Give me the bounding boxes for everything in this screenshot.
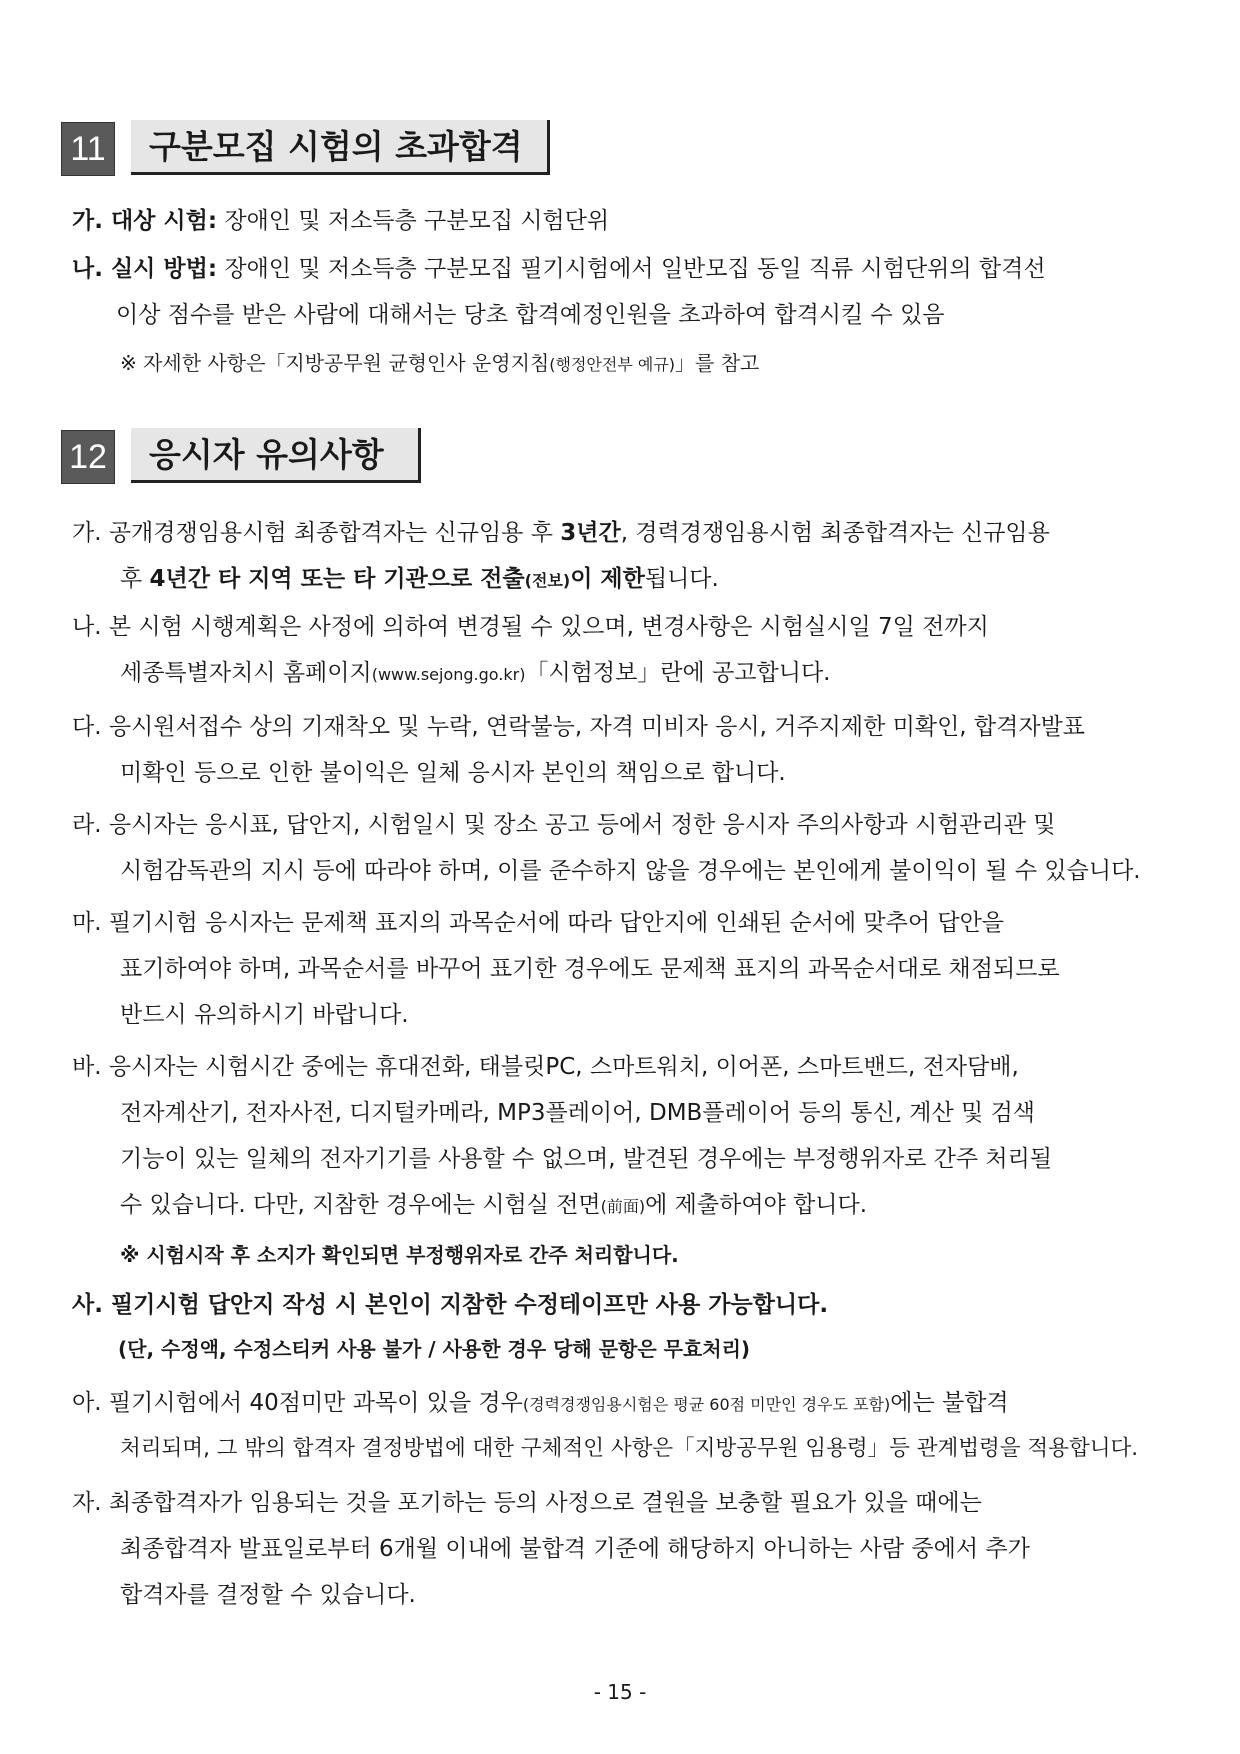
notice-ma-line2: 표기하여야 하며, 과목순서를 바꾸어 표기한 경우에도 문제책 표지의 과목순서대로 채점되므로: [120, 956, 1060, 982]
notice-na-line2: 세종특별자치시 홈페이지(www.sejong.go.kr)「시험정보」란에 공고합니다.: [120, 660, 831, 686]
notice-ga-line1: 가. 공개경쟁임용시험 최종합격자는 신규임용 후 3년간, 경력경쟁임용시험 최종합격자는 신규임용: [72, 520, 1050, 546]
page-number: - 15 -: [593, 1680, 647, 1704]
section-title: 응시자 유의사항: [131, 428, 421, 483]
notice-a-line2: 처리되며, 그 밖의 합격자 결정방법에 대한 구체적인 사항은「지방공무원 임용령」등 관계법령을 적용합니다.: [120, 1436, 1139, 1461]
notice-sa-line1: 사. 필기시험 답안지 작성 시 본인이 지참한 수정테이프만 사용 가능합니다.: [72, 1292, 829, 1318]
notice-ga-line2: 후 4년간 타 지역 또는 타 기관으로 전출(전보)이 제한됩니다.: [120, 566, 719, 592]
notice-ba-warning: ※ 시험시작 후 소지가 확인되면 부정행위자로 간주 처리합니다.: [120, 1243, 679, 1267]
notice-sa-line2: (단, 수정액, 수정스티커 사용 불가 / 사용한 경우 당해 문항은 무효처리): [118, 1337, 751, 1361]
notice-ba-line1: 바. 응시자는 시험시간 중에는 휴대전화, 태블릿PC, 스마트워치, 이어폰, 스마트밴드, 전자담배,: [72, 1054, 1019, 1080]
notice-ma-line1: 마. 필기시험 응시자는 문제책 표지의 과목순서에 따라 답안지에 인쇄된 순서에 맞추어 답안을: [72, 910, 1005, 936]
notice-ra-line2: 시험감독관의 지시 등에 따라야 하며, 이를 준수하지 않을 경우에는 본인에게 불이익이 될 수 있습니다.: [120, 858, 1141, 884]
notice-ja-line3: 합격자를 결정할 수 있습니다.: [120, 1582, 416, 1608]
section-title: 구분모집 시험의 초과합격: [131, 120, 550, 175]
notice-ma-line3: 반드시 유의하시기 바랍니다.: [120, 1002, 409, 1028]
item-target-exam: 가. 대상 시험: 장애인 및 저소득층 구분모집 시험단위: [72, 208, 610, 234]
notice-ba-line2: 전자계산기, 전자사전, 디지털카메라, MP3플레이어, DMB플레이어 등의 통신, 계산 및 검색: [120, 1100, 1036, 1126]
notice-da-line1: 다. 응시원서접수 상의 기재착오 및 누락, 연락불능, 자격 미비자 응시, 거주지제한 미확인, 합격자발표: [72, 714, 1086, 740]
notice-ba-line3: 기능이 있는 일체의 전자기기를 사용할 수 없으며, 발견된 경우에는 부정행위자로 간주 처리될: [120, 1146, 1053, 1172]
notice-ja-line1: 자. 최종합격자가 임용되는 것을 포기하는 등의 사정으로 결원을 보충할 필요가 있을 때에는: [72, 1490, 982, 1516]
notice-ba-line4: 수 있습니다. 다만, 지참한 경우에는 시험실 전면(前面)에 제출하여야 합니다.: [120, 1192, 868, 1218]
section-number: 12: [61, 430, 115, 484]
item-method-line1: 나. 실시 방법: 장애인 및 저소득층 구분모집 필기시험에서 일반모집 동일 직류 시험단위의 합격선: [72, 256, 1046, 282]
notice-da-line2: 미확인 등으로 인한 불이익은 일체 응시자 본인의 책임으로 합니다.: [120, 760, 786, 786]
notice-ja-line2: 최종합격자 발표일로부터 6개월 이내에 불합격 기준에 해당하지 아니하는 사람 중에서 추가: [120, 1536, 1030, 1562]
notice-na-line1: 나. 본 시험 시행계획은 사정에 의하여 변경될 수 있으며, 변경사항은 시험실시일 7일 전까지: [72, 614, 989, 640]
item-method-line2: 이상 점수를 받은 사람에 대해서는 당초 합격예정인원을 초과하여 합격시킬 수 있음: [116, 302, 945, 328]
reference-note: ※ 자세한 사항은「지방공무원 균형인사 운영지침(행정안전부 예규)」를 참고: [120, 351, 760, 375]
notice-ra-line1: 라. 응시자는 응시표, 답안지, 시험일시 및 장소 공고 등에서 정한 응시자 주의사항과 시험관리관 및: [72, 812, 1056, 838]
section-number: 11: [61, 122, 115, 176]
notice-a-line1: 아. 필기시험에서 40점미만 과목이 있을 경우(경력경쟁임용시험은 평균 60점 미만인 경우도 포함)에는 불합격: [72, 1390, 1009, 1416]
